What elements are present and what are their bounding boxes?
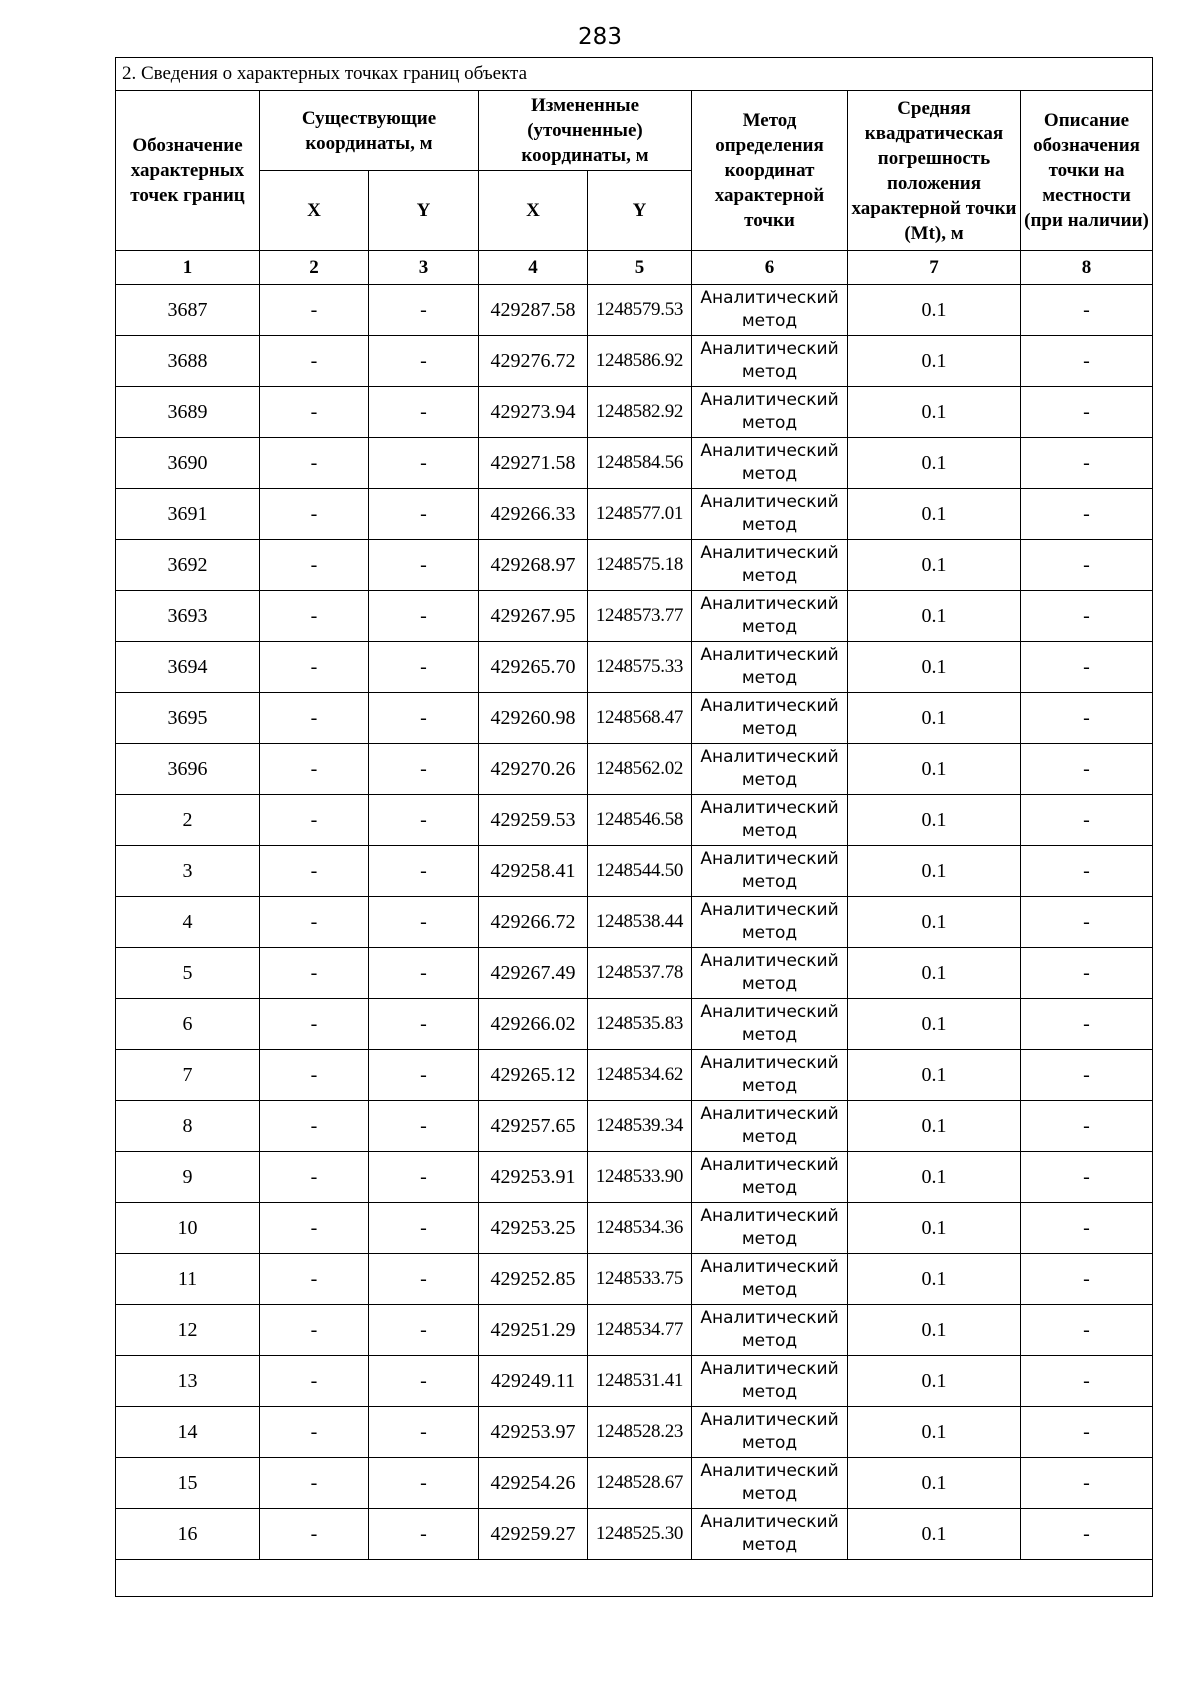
point-cell: 3696	[116, 744, 260, 795]
changed-y-cell: 1248546.58	[588, 795, 692, 846]
header-existing-coordinates: Существующие координаты, м	[260, 91, 479, 171]
table-row	[116, 285, 1153, 336]
column-number: 6	[692, 251, 848, 285]
mean-error-cell: 0.1	[848, 489, 1021, 540]
header-changed-coordinates: Измененные (уточненные) координаты, м	[479, 91, 692, 171]
column-number: 5	[588, 251, 692, 285]
header-method: Метод определения координат характерной точки	[692, 91, 848, 251]
method-cell: Аналитический метод	[692, 1407, 848, 1458]
table-row	[116, 744, 1153, 795]
changed-y-cell: 1248534.36	[588, 1203, 692, 1254]
existing-x-cell: -	[260, 1203, 369, 1254]
table-row	[116, 336, 1153, 387]
mean-error-cell: 0.1	[848, 846, 1021, 897]
table-row	[116, 795, 1153, 846]
existing-x-cell: -	[260, 591, 369, 642]
changed-y-cell: 1248539.34	[588, 1101, 692, 1152]
point-cell: 15	[116, 1458, 260, 1509]
header-existing-y: Y	[369, 171, 479, 251]
existing-y-cell: -	[369, 744, 479, 795]
header-changed-x: X	[479, 171, 588, 251]
method-cell: Аналитический метод	[692, 591, 848, 642]
method-cell: Аналитический метод	[692, 1305, 848, 1356]
method-cell: Аналитический метод	[692, 1050, 848, 1101]
mean-error-cell: 0.1	[848, 744, 1021, 795]
description-cell: -	[1021, 795, 1153, 846]
existing-y-cell: -	[369, 438, 479, 489]
existing-x-cell: -	[260, 642, 369, 693]
changed-y-cell: 1248535.83	[588, 999, 692, 1050]
changed-x-cell: 429251.29	[479, 1305, 588, 1356]
changed-x-cell: 429265.12	[479, 1050, 588, 1101]
method-cell: Аналитический метод	[692, 846, 848, 897]
point-cell: 5	[116, 948, 260, 999]
existing-x-cell: -	[260, 1101, 369, 1152]
description-cell: -	[1021, 540, 1153, 591]
changed-x-cell: 429259.27	[479, 1509, 588, 1560]
point-cell: 3687	[116, 285, 260, 336]
method-cell: Аналитический метод	[692, 489, 848, 540]
changed-y-cell: 1248534.77	[588, 1305, 692, 1356]
description-cell: -	[1021, 591, 1153, 642]
mean-error-cell: 0.1	[848, 1050, 1021, 1101]
description-cell: -	[1021, 999, 1153, 1050]
existing-y-cell: -	[369, 999, 479, 1050]
table-row	[116, 897, 1153, 948]
method-cell: Аналитический метод	[692, 693, 848, 744]
table-row	[116, 1050, 1153, 1101]
changed-x-cell: 429268.97	[479, 540, 588, 591]
existing-y-cell: -	[369, 897, 479, 948]
existing-x-cell: -	[260, 336, 369, 387]
existing-x-cell: -	[260, 693, 369, 744]
point-cell: 8	[116, 1101, 260, 1152]
existing-y-cell: -	[369, 1101, 479, 1152]
mean-error-cell: 0.1	[848, 438, 1021, 489]
existing-y-cell: -	[369, 1305, 479, 1356]
existing-y-cell: -	[369, 1254, 479, 1305]
changed-x-cell: 429266.33	[479, 489, 588, 540]
changed-y-cell: 1248584.56	[588, 438, 692, 489]
existing-x-cell: -	[260, 1152, 369, 1203]
point-cell: 16	[116, 1509, 260, 1560]
table-row	[116, 846, 1153, 897]
existing-x-cell: -	[260, 948, 369, 999]
changed-y-cell: 1248537.78	[588, 948, 692, 999]
method-cell: Аналитический метод	[692, 1101, 848, 1152]
description-cell: -	[1021, 1305, 1153, 1356]
point-cell: 3695	[116, 693, 260, 744]
existing-x-cell: -	[260, 1509, 369, 1560]
changed-y-cell: 1248582.92	[588, 387, 692, 438]
changed-x-cell: 429258.41	[479, 846, 588, 897]
method-cell: Аналитический метод	[692, 438, 848, 489]
existing-x-cell: -	[260, 540, 369, 591]
description-cell: -	[1021, 1050, 1153, 1101]
changed-x-cell: 429276.72	[479, 336, 588, 387]
mean-error-cell: 0.1	[848, 795, 1021, 846]
method-cell: Аналитический метод	[692, 948, 848, 999]
mean-error-cell: 0.1	[848, 387, 1021, 438]
changed-x-cell: 429260.98	[479, 693, 588, 744]
method-cell: Аналитический метод	[692, 285, 848, 336]
point-cell: 14	[116, 1407, 260, 1458]
mean-error-cell: 0.1	[848, 1509, 1021, 1560]
description-cell: -	[1021, 1101, 1153, 1152]
point-cell: 3690	[116, 438, 260, 489]
changed-y-cell: 1248575.18	[588, 540, 692, 591]
changed-x-cell: 429267.49	[479, 948, 588, 999]
blank-cell	[116, 1560, 1153, 1597]
existing-y-cell: -	[369, 1356, 479, 1407]
existing-y-cell: -	[369, 1458, 479, 1509]
table-row	[116, 1101, 1153, 1152]
changed-x-cell: 429266.72	[479, 897, 588, 948]
changed-y-cell: 1248525.30	[588, 1509, 692, 1560]
method-cell: Аналитический метод	[692, 387, 848, 438]
description-cell: -	[1021, 642, 1153, 693]
point-cell: 9	[116, 1152, 260, 1203]
existing-y-cell: -	[369, 642, 479, 693]
existing-y-cell: -	[369, 1407, 479, 1458]
point-cell: 7	[116, 1050, 260, 1101]
changed-y-cell: 1248528.23	[588, 1407, 692, 1458]
existing-x-cell: -	[260, 846, 369, 897]
point-cell: 12	[116, 1305, 260, 1356]
existing-x-cell: -	[260, 999, 369, 1050]
table-row	[116, 540, 1153, 591]
column-number: 3	[369, 251, 479, 285]
column-numbers-row	[116, 251, 1153, 285]
point-cell: 4	[116, 897, 260, 948]
mean-error-cell: 0.1	[848, 897, 1021, 948]
point-cell: 3	[116, 846, 260, 897]
description-cell: -	[1021, 693, 1153, 744]
point-cell: 3693	[116, 591, 260, 642]
column-number: 8	[1021, 251, 1153, 285]
existing-y-cell: -	[369, 693, 479, 744]
mean-error-cell: 0.1	[848, 540, 1021, 591]
existing-y-cell: -	[369, 489, 479, 540]
existing-x-cell: -	[260, 1305, 369, 1356]
changed-x-cell: 429254.26	[479, 1458, 588, 1509]
description-cell: -	[1021, 897, 1153, 948]
description-cell: -	[1021, 1152, 1153, 1203]
changed-y-cell: 1248534.62	[588, 1050, 692, 1101]
changed-x-cell: 429253.97	[479, 1407, 588, 1458]
mean-error-cell: 0.1	[848, 1254, 1021, 1305]
description-cell: -	[1021, 1203, 1153, 1254]
mean-error-cell: 0.1	[848, 642, 1021, 693]
column-number: 1	[116, 251, 260, 285]
method-cell: Аналитический метод	[692, 1254, 848, 1305]
changed-y-cell: 1248575.33	[588, 642, 692, 693]
changed-y-cell: 1248586.92	[588, 336, 692, 387]
existing-y-cell: -	[369, 795, 479, 846]
table-row	[116, 1407, 1153, 1458]
description-cell: -	[1021, 744, 1153, 795]
changed-y-cell: 1248538.44	[588, 897, 692, 948]
existing-y-cell: -	[369, 285, 479, 336]
changed-x-cell: 429266.02	[479, 999, 588, 1050]
existing-x-cell: -	[260, 489, 369, 540]
section-title: 2. Сведения о характерных точках границ объекта	[116, 58, 1153, 91]
existing-y-cell: -	[369, 336, 479, 387]
changed-x-cell: 429271.58	[479, 438, 588, 489]
description-cell: -	[1021, 489, 1153, 540]
blank-row	[116, 1560, 1153, 1597]
existing-x-cell: -	[260, 1254, 369, 1305]
existing-y-cell: -	[369, 846, 479, 897]
description-cell: -	[1021, 1356, 1153, 1407]
changed-x-cell: 429259.53	[479, 795, 588, 846]
table-row	[116, 387, 1153, 438]
mean-error-cell: 0.1	[848, 1101, 1021, 1152]
description-cell: -	[1021, 1407, 1153, 1458]
changed-x-cell: 429253.91	[479, 1152, 588, 1203]
changed-y-cell: 1248533.75	[588, 1254, 692, 1305]
existing-y-cell: -	[369, 540, 479, 591]
existing-y-cell: -	[369, 1050, 479, 1101]
description-cell: -	[1021, 336, 1153, 387]
point-cell: 2	[116, 795, 260, 846]
existing-x-cell: -	[260, 285, 369, 336]
existing-y-cell: -	[369, 387, 479, 438]
changed-y-cell: 1248533.90	[588, 1152, 692, 1203]
existing-y-cell: -	[369, 591, 479, 642]
description-cell: -	[1021, 387, 1153, 438]
column-number: 2	[260, 251, 369, 285]
mean-error-cell: 0.1	[848, 1356, 1021, 1407]
table-row	[116, 642, 1153, 693]
table-row	[116, 1356, 1153, 1407]
point-cell: 3691	[116, 489, 260, 540]
changed-y-cell: 1248577.01	[588, 489, 692, 540]
table-row	[116, 1305, 1153, 1356]
mean-error-cell: 0.1	[848, 336, 1021, 387]
point-cell: 11	[116, 1254, 260, 1305]
existing-y-cell: -	[369, 1203, 479, 1254]
changed-y-cell: 1248568.47	[588, 693, 692, 744]
mean-error-cell: 0.1	[848, 1458, 1021, 1509]
existing-x-cell: -	[260, 897, 369, 948]
changed-x-cell: 429252.85	[479, 1254, 588, 1305]
table-row	[116, 1509, 1153, 1560]
existing-y-cell: -	[369, 1509, 479, 1560]
changed-y-cell: 1248573.77	[588, 591, 692, 642]
method-cell: Аналитический метод	[692, 795, 848, 846]
changed-x-cell: 429265.70	[479, 642, 588, 693]
method-cell: Аналитический метод	[692, 897, 848, 948]
method-cell: Аналитический метод	[692, 744, 848, 795]
point-cell: 3692	[116, 540, 260, 591]
changed-x-cell: 429270.26	[479, 744, 588, 795]
table-row	[116, 489, 1153, 540]
header-existing-x: X	[260, 171, 369, 251]
changed-y-cell: 1248544.50	[588, 846, 692, 897]
point-cell: 3694	[116, 642, 260, 693]
table-row	[116, 693, 1153, 744]
point-cell: 10	[116, 1203, 260, 1254]
table-row	[116, 591, 1153, 642]
header-changed-y: Y	[588, 171, 692, 251]
column-number: 7	[848, 251, 1021, 285]
method-cell: Аналитический метод	[692, 1356, 848, 1407]
mean-error-cell: 0.1	[848, 693, 1021, 744]
table-row	[116, 1458, 1153, 1509]
changed-y-cell: 1248528.67	[588, 1458, 692, 1509]
page-number: 283	[578, 24, 622, 50]
changed-x-cell: 429249.11	[479, 1356, 588, 1407]
method-cell: Аналитический метод	[692, 1509, 848, 1560]
changed-x-cell: 429273.94	[479, 387, 588, 438]
mean-error-cell: 0.1	[848, 948, 1021, 999]
changed-y-cell: 1248579.53	[588, 285, 692, 336]
description-cell: -	[1021, 846, 1153, 897]
description-cell: -	[1021, 1509, 1153, 1560]
method-cell: Аналитический метод	[692, 642, 848, 693]
mean-error-cell: 0.1	[848, 1203, 1021, 1254]
method-cell: Аналитический метод	[692, 999, 848, 1050]
table-row	[116, 1203, 1153, 1254]
table-row	[116, 999, 1153, 1050]
changed-x-cell: 429287.58	[479, 285, 588, 336]
changed-x-cell: 429257.65	[479, 1101, 588, 1152]
header-description: Описание обозначения точки на местности (при наличии)	[1021, 91, 1153, 251]
mean-error-cell: 0.1	[848, 1152, 1021, 1203]
point-cell: 6	[116, 999, 260, 1050]
mean-error-cell: 0.1	[848, 1407, 1021, 1458]
table-row	[116, 1254, 1153, 1305]
table-row	[116, 1152, 1153, 1203]
existing-x-cell: -	[260, 387, 369, 438]
method-cell: Аналитический метод	[692, 540, 848, 591]
method-cell: Аналитический метод	[692, 1458, 848, 1509]
mean-error-cell: 0.1	[848, 591, 1021, 642]
point-cell: 3689	[116, 387, 260, 438]
table-row	[116, 438, 1153, 489]
description-cell: -	[1021, 438, 1153, 489]
mean-error-cell: 0.1	[848, 999, 1021, 1050]
changed-y-cell: 1248531.41	[588, 1356, 692, 1407]
existing-y-cell: -	[369, 948, 479, 999]
point-cell: 13	[116, 1356, 260, 1407]
mean-error-cell: 0.1	[848, 285, 1021, 336]
existing-y-cell: -	[369, 1152, 479, 1203]
boundary-points-table	[115, 57, 1153, 1597]
description-cell: -	[1021, 1458, 1153, 1509]
description-cell: -	[1021, 948, 1153, 999]
existing-x-cell: -	[260, 438, 369, 489]
column-number: 4	[479, 251, 588, 285]
point-cell: 3688	[116, 336, 260, 387]
changed-y-cell: 1248562.02	[588, 744, 692, 795]
existing-x-cell: -	[260, 1050, 369, 1101]
table-row	[116, 948, 1153, 999]
method-cell: Аналитический метод	[692, 1203, 848, 1254]
existing-x-cell: -	[260, 1356, 369, 1407]
table-body	[116, 285, 1153, 1597]
header-designation: Обозначение характерных точек границ	[116, 91, 260, 251]
changed-x-cell: 429267.95	[479, 591, 588, 642]
header-mean-error: Средняя квадратическая погрешность положения характерной точки (Mt), м	[848, 91, 1021, 251]
description-cell: -	[1021, 1254, 1153, 1305]
mean-error-cell: 0.1	[848, 1305, 1021, 1356]
existing-x-cell: -	[260, 744, 369, 795]
method-cell: Аналитический метод	[692, 1152, 848, 1203]
changed-x-cell: 429253.25	[479, 1203, 588, 1254]
description-cell: -	[1021, 285, 1153, 336]
method-cell: Аналитический метод	[692, 336, 848, 387]
existing-x-cell: -	[260, 795, 369, 846]
existing-x-cell: -	[260, 1458, 369, 1509]
existing-x-cell: -	[260, 1407, 369, 1458]
